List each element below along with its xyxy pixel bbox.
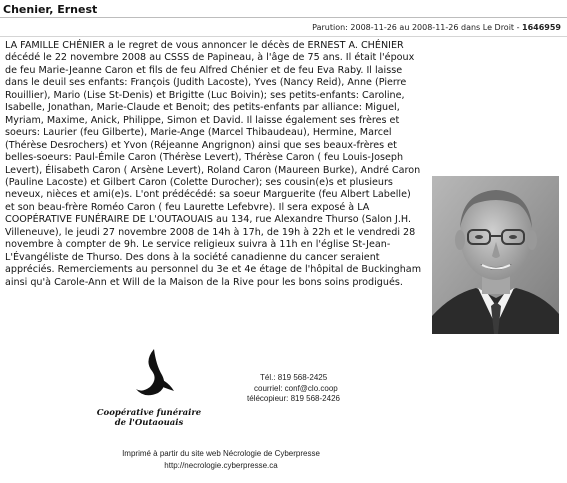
publication-id: 1646959 (522, 23, 561, 32)
publication-label: Parution: 2008-11-26 au 2008-11-26 dans Le Droit - (312, 23, 523, 32)
phone-number: Tél.: 819 568-2425 (260, 373, 328, 382)
email-address: courriel: conf@clo.coop (254, 383, 338, 393)
publication-divider (0, 36, 567, 37)
printed-from-footer (0, 448, 442, 471)
cooperative-logo-icon (132, 347, 178, 403)
cooperative-name-line2: de l'Outaouais (114, 418, 184, 428)
contact-info (247, 373, 340, 405)
publication-info (312, 21, 561, 35)
portrait-photo (432, 176, 559, 334)
printed-from-text: Imprimé à partir du site web Nécrologie de Cyberpresse (122, 449, 320, 458)
deceased-name-header: Chenier, Ernest (3, 3, 98, 16)
obituary-text: LA FAMILLE CHÉNIER a le regret de vous annoncer le décès de ERNEST A. CHÉNIER décédé le 22 novembre 2008 au CSSS de Papineau, à l'âge de 75 ans. Il était l'époux de feu Marie-Jeanne Caron et fils de feu Alfred Chénier et de feu Eva Raby. Il laisse dans le deuil ses enfants: François (Judith Lacoste), Yves (Nancy Reid), Anne (Pierre Rouillier), Mario (Lise St-Denis) et Brigitte (Luc Boivin); ses petits-enfants: Caroline, Isabelle, Jonathan, Marie-Claude et Benoit; des petits-enfants par alliance: Miguel, Myriam, Maxime, Anick, Philippe, Simon et David. Il laisse également ses frères et soeurs: Laurier (feu Gilberte), Marie-Ange (Marcel Thibaudeau), Hermine, Marcel (Thérèse Desrochers) et Yvon (Réjeanne Angrignon) ainsi que ses beaux-frères et belles-soeurs: Paul-Émile Caron (Thérèse Levert), Thérèse Caron ( feu Louis-Joseph Levert), Élisabeth Caron ( Arsène Levert), Roland Caron (Maureen Burke), André Caron (Pauline Lacoste) et Gilbert Caron (Colette Durocher); ses cousin(e)s et plusieurs neveux, nièces et ami(e)s. L'ont prédécédé: sa soeur Marguerite (feu Albert Labelle) et son beau-frère Roméo Caron ( feu Laurette Lefebvre). Il sera exposé à LA COOPÉRATIVE FUNÉRAIRE DE L'OUTAOUAIS au 134, rue Alexandre Thurso (Salon J.H. Villeneuve), le jeudi 27 novembre 2008 de 14h à 17h, de 19h à 22h et le vendredi 28 novembre à compter de 9h. Le service religieux suivra à 11h en l'église St-Jean-L'Évangéliste de Thurso. Des dons à la société canadienne du cancer seraient appréciés. Remerciements au personnel du 3e et 4e étage de l'hôpital de Buckingham ainsi qu'à Carole-Ann et Will de la Maison de la Rive pour les bons soins prodigués. (5, 40, 422, 288)
header-divider (0, 17, 567, 18)
fax-number: télécopieur: 819 568-2426 (247, 394, 340, 403)
source-url: http://necrologie.cyberpresse.ca (164, 460, 278, 470)
cooperative-name-line1: Coopérative funéraire (96, 408, 202, 418)
cooperative-name (88, 408, 210, 428)
